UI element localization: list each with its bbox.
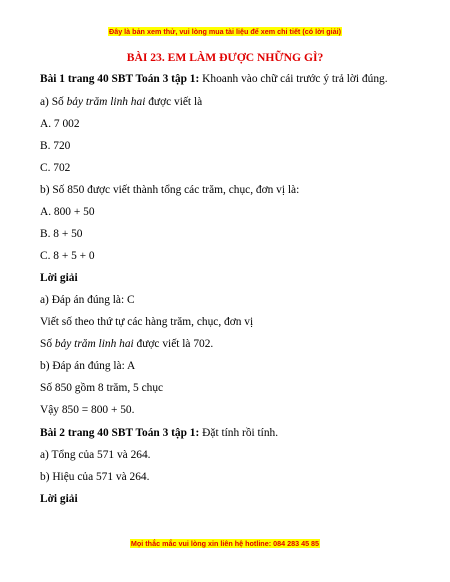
exercise-1-heading bbox=[40, 72, 430, 86]
explanation-1: Viết số theo thứ tự các hàng trăm, chục, đơn vị bbox=[40, 316, 254, 328]
exercise-2-part-b: b) Hiệu của 571 và 264. bbox=[40, 471, 150, 483]
explanation-4: Vậy 850 = 800 + 50. bbox=[40, 404, 135, 416]
exercise-1-label: Bài 1 trang 40 SBT Toán 3 tập 1: bbox=[40, 73, 200, 85]
solution-heading-1: Lời giải bbox=[40, 272, 78, 284]
option-a-1: A. 7 002 bbox=[40, 118, 80, 130]
option-b-2: B. 8 + 50 bbox=[40, 228, 83, 240]
explanation-3: Số 850 gồm 8 trăm, 5 chục bbox=[40, 382, 164, 394]
question-a: a) Số bảy trăm linh hai được viết là bbox=[40, 96, 203, 108]
exercise-2-label: Bài 2 trang 40 SBT Toán 3 tập 1: bbox=[40, 427, 200, 439]
solution-heading-2: Lời giải bbox=[40, 493, 78, 505]
explanation-2: Số bảy trăm linh hai được viết là 702. bbox=[40, 338, 214, 350]
option-a-2: A. 800 + 50 bbox=[40, 206, 95, 218]
answer-a: a) Đáp án đúng là: C bbox=[40, 294, 135, 306]
exercise-1-instruction: Khoanh vào chữ cái trước ý trả lời đúng. bbox=[199, 73, 388, 85]
option-c-2: C. 8 + 5 + 0 bbox=[40, 250, 95, 262]
header-note: Đây là bản xem thử, vui lòng mua tài liệu để xem chi tiết (có lời giải) bbox=[109, 27, 341, 36]
exercise-2-part-a: a) Tổng của 571 và 264. bbox=[40, 449, 151, 461]
exercise-2-heading bbox=[40, 426, 430, 440]
question-b: b) Số 850 được viết thành tổng các trăm, chục, đơn vị là: bbox=[40, 184, 300, 196]
page-title: BÀI 23. EM LÀM ĐƯỢC NHỮNG GÌ? bbox=[126, 51, 324, 64]
option-c-1: C. 702 bbox=[40, 162, 71, 174]
answer-b: b) Đáp án đúng là: A bbox=[40, 360, 136, 372]
exercise-2-instruction: Đặt tính rồi tính. bbox=[199, 427, 279, 439]
option-b-1: B. 720 bbox=[40, 140, 71, 152]
footer-note: Mọi thắc mắc vui lòng xin liên hệ hotline: 084 283 45 85 bbox=[130, 539, 320, 548]
